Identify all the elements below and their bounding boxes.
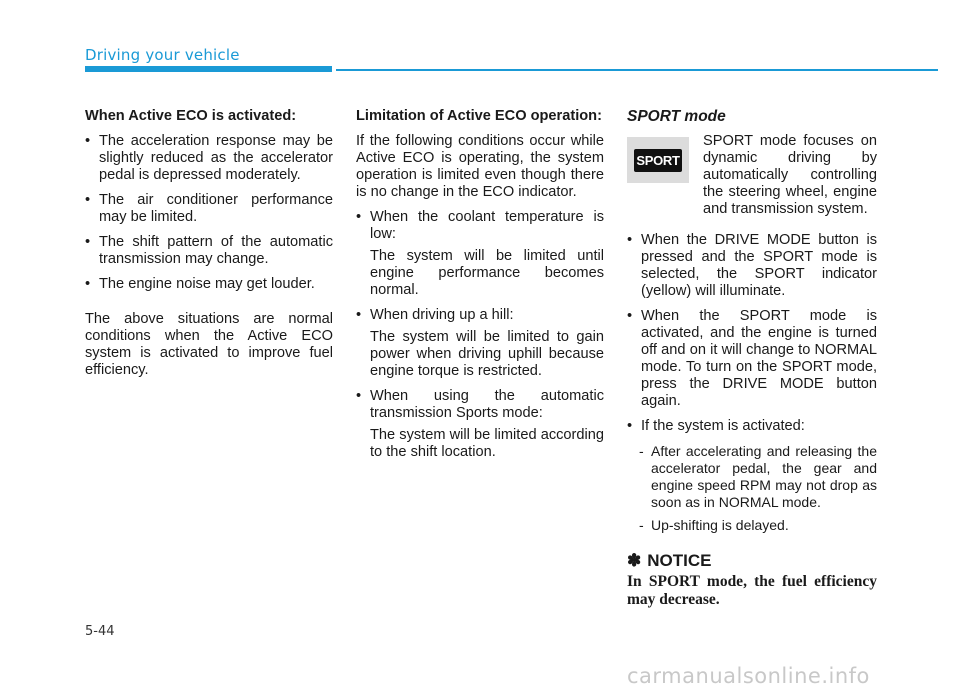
list-item: • The engine noise may get louder. <box>85 276 333 293</box>
list-item: • The shift pattern of the automatic transmission may change. <box>85 234 333 268</box>
notice-star-icon: ✽ <box>627 551 642 570</box>
sport-mode-intro-row <box>627 133 877 226</box>
list-item: • When the SPORT mode is activated, and the engine is turned off and on it will change to NORMAL mode. To turn on the SPORT mode, press the DRIVE MODE button again. <box>627 308 877 410</box>
limitation-heading: Limitation of Active ECO operation: <box>356 108 602 124</box>
list-item: • If the system is activated: <box>627 418 877 435</box>
sub-list-item: - Up-shifting is delayed. <box>639 517 789 533</box>
list-item: • When driving up a hill: <box>356 307 604 324</box>
list-item: • The air conditioner performance may be limited. <box>85 192 333 226</box>
list-item-detail: The system will be limited until engine performance becomes normal. <box>370 248 604 298</box>
header-rule-thin <box>336 69 938 71</box>
list-item: • When using the automatic transmission Sports mode: <box>356 388 604 422</box>
sub-list-item: - After accelerating and releasing the accelerator pedal, the gear and engine speed RPM may not drop as soon as in NORMAL mode. <box>639 443 877 510</box>
sport-mode-title: SPORT mode <box>627 108 726 125</box>
list-item: • When the coolant temperature is low: <box>356 209 604 243</box>
column-active-eco-limitation <box>356 108 604 469</box>
page-number: 5-44 <box>85 624 115 639</box>
active-eco-heading: When Active ECO is activated: <box>85 108 297 124</box>
header-rule-thick <box>85 66 332 72</box>
limitation-intro: If the following conditions occur while Active ECO is operating, the system operation is limited even though there is no change in the ECO indicator. <box>356 133 604 200</box>
list-item-detail: The system will be limited to gain power when driving uphill because engine torque is restricted. <box>370 329 604 379</box>
notice-title: NOTICE <box>647 551 712 570</box>
list-item: • When the DRIVE MODE button is pressed and the SPORT mode is selected, the SPORT indicator (yellow) will illuminate. <box>627 232 877 300</box>
notice-body: In SPORT mode, the fuel efficiency may decrease. <box>627 573 877 608</box>
section-header-title: Driving your vehicle <box>85 46 240 64</box>
sport-mode-intro: SPORT mode focuses on dynamic driving by automatically controlling the steering wheel, engine and transmission system. <box>703 133 877 217</box>
list-item: • The acceleration response may be slightly reduced as the accelerator pedal is depressed moderately. <box>85 133 333 184</box>
column-sport-mode <box>627 108 877 617</box>
column-active-eco-activated <box>85 108 333 387</box>
watermark: carmanualsonline.info <box>627 664 870 688</box>
active-eco-paragraph: The above situations are normal conditions when the Active ECO system is activated to improve fuel efficiency. <box>85 311 333 378</box>
sport-indicator-icon <box>627 137 689 183</box>
list-item-detail: The system will be limited according to the shift location. <box>370 427 604 460</box>
notice-heading <box>627 552 877 569</box>
sport-badge-text: SPORT <box>634 149 681 172</box>
